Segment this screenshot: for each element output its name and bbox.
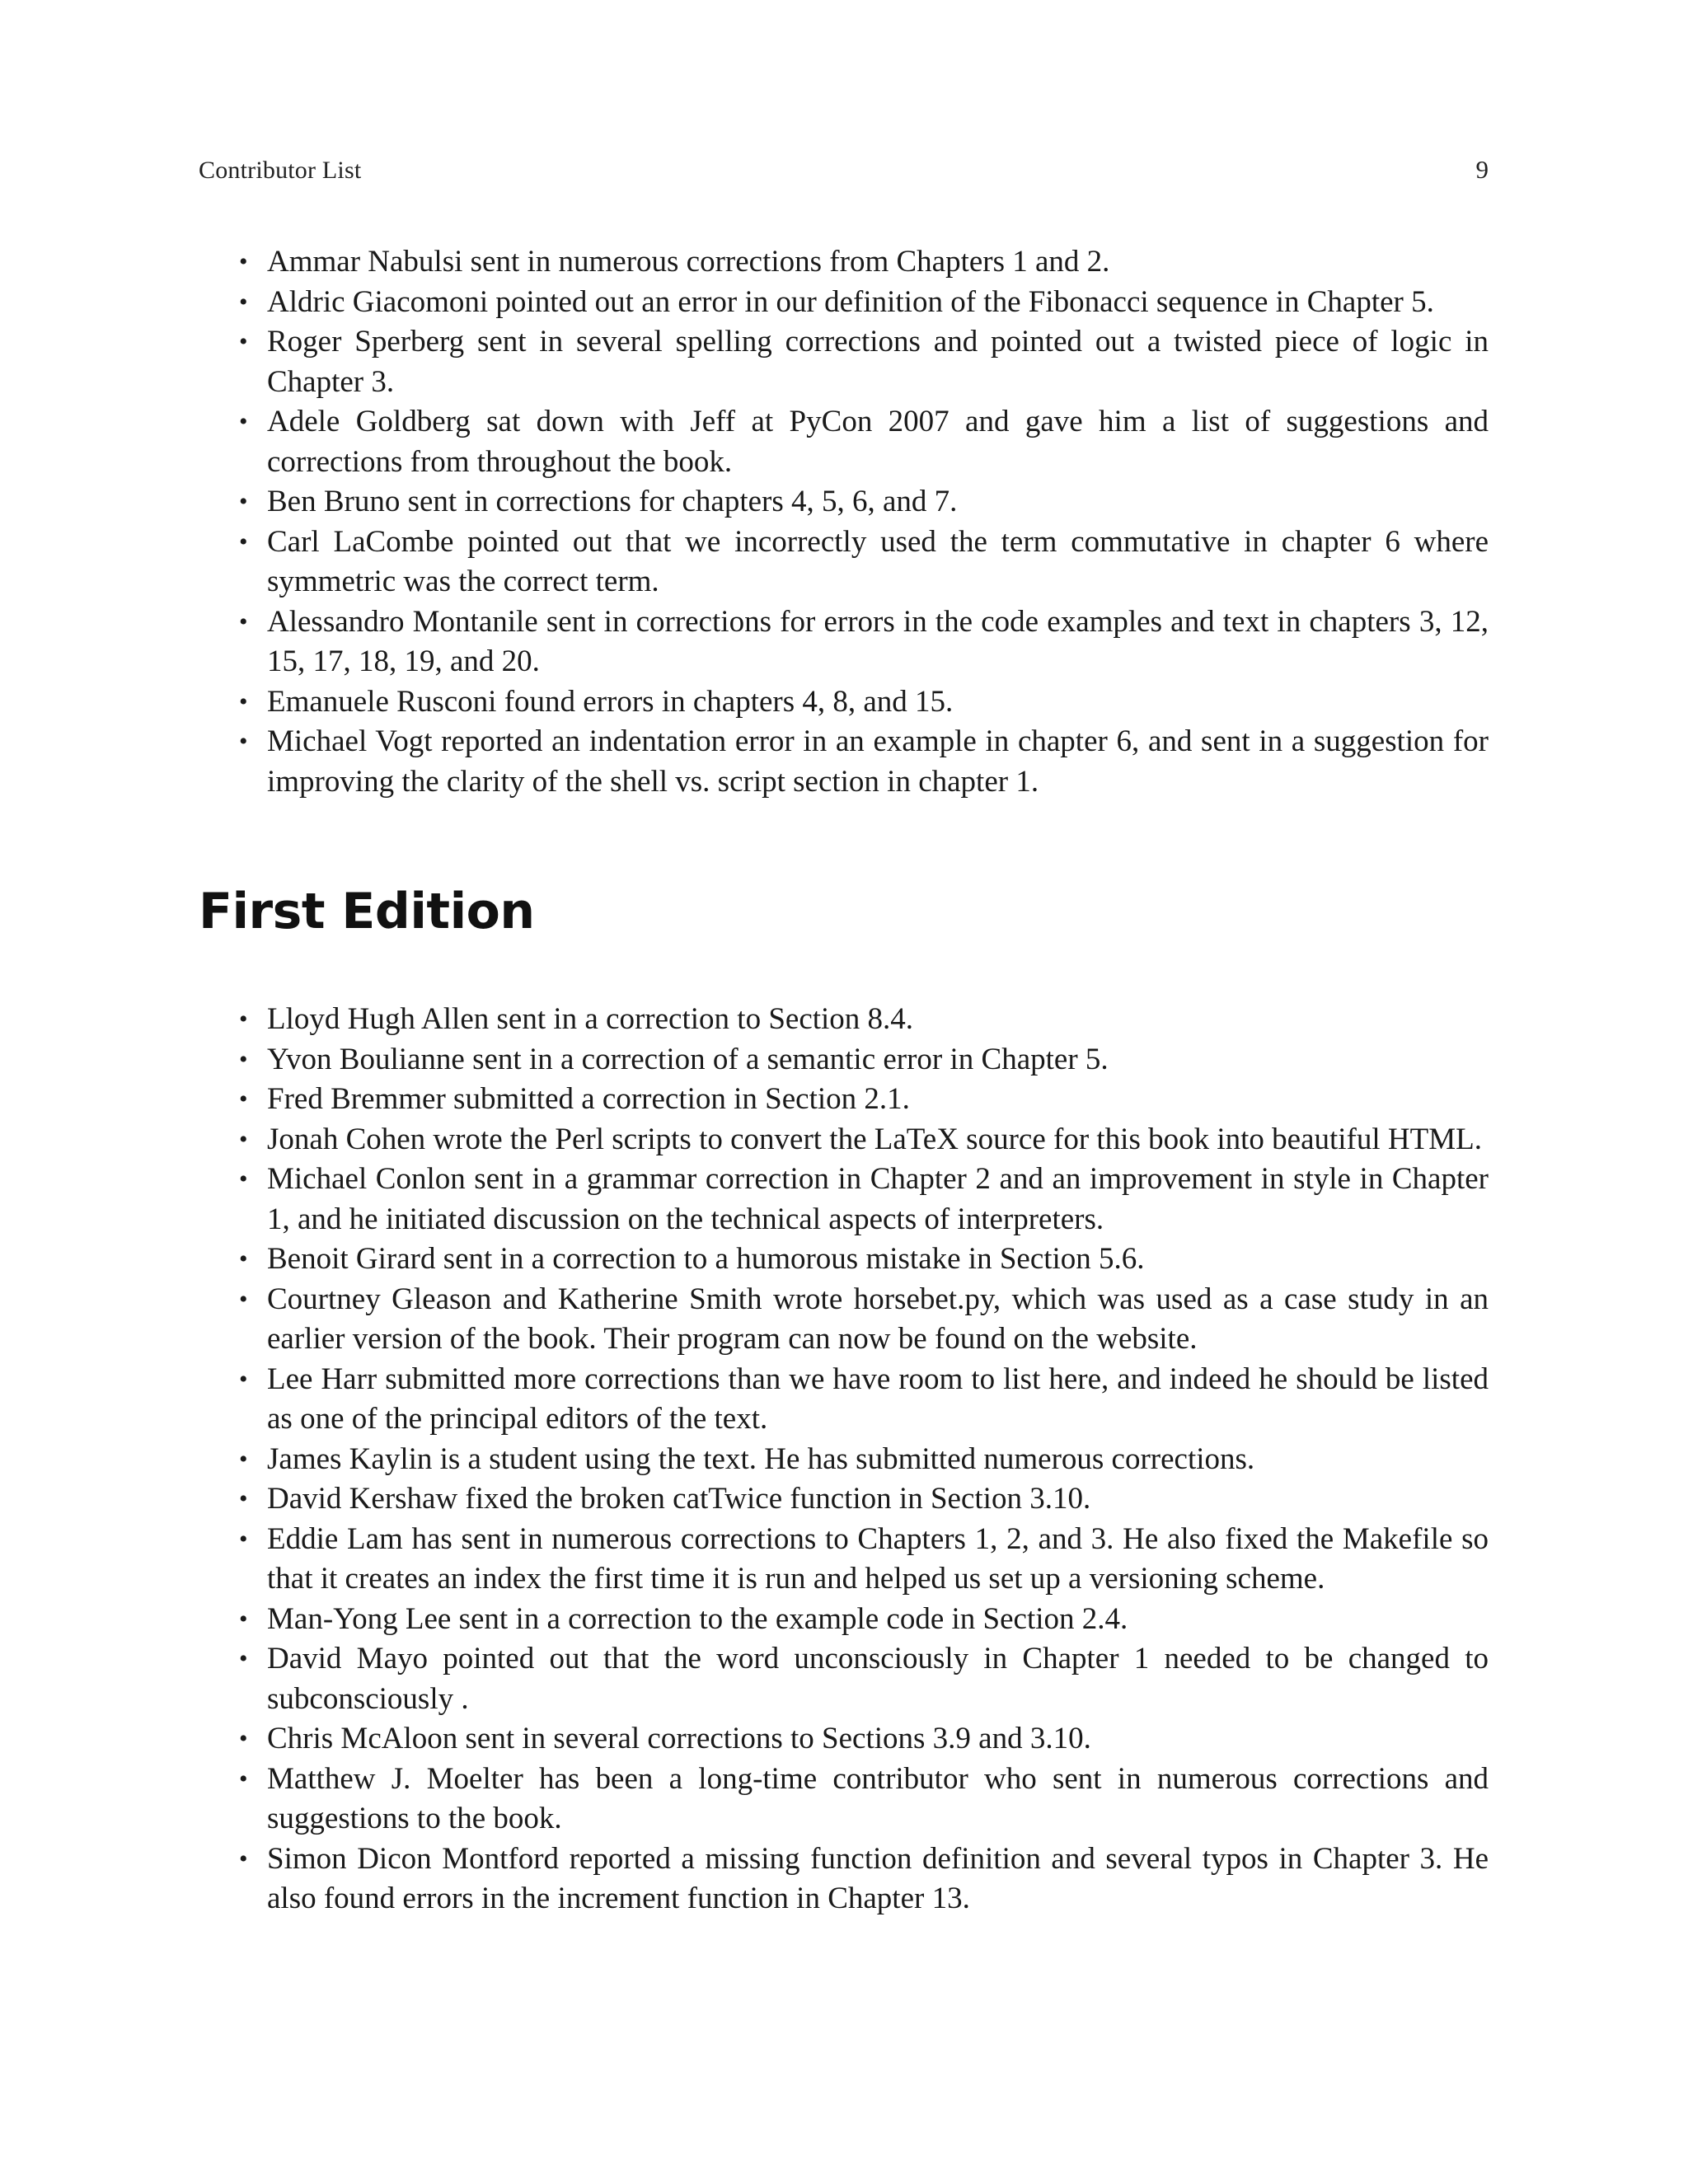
list-item [239, 1240, 1489, 1280]
bullet-icon: • [239, 1645, 248, 1672]
list-item [239, 283, 1489, 323]
list-item [239, 1760, 1489, 1840]
list-item [239, 682, 1489, 723]
list-item-text: Michael Conlon sent in a grammar correction in Chapter 2 and an improvement in style in Chapter 1, and he initiated discussion on the technical aspects of interpreters. [267, 1162, 1489, 1236]
bullet-icon: • [239, 728, 248, 755]
contributor-list-first-edition [239, 1000, 1489, 1919]
list-item [239, 322, 1489, 402]
list-item [239, 402, 1489, 482]
list-item-text: Man-Yong Lee sent in a correction to the example code in Section 2.4. [267, 1601, 1128, 1636]
list-item-text: Alessandro Montanile sent in corrections for errors in the code examples and text in chapters 3, 12, 15, 17, 18, 19, and 20. [267, 604, 1489, 678]
list-item-text: Michael Vogt reported an indentation error in an example in chapter 6, and sent in a suggestion for improving the clarity of the shell vs. script section in chapter 1. [267, 724, 1489, 799]
running-header [199, 155, 1489, 185]
list-item-text: Ammar Nabulsi sent in numerous corrections from Chapters 1 and 2. [267, 245, 1110, 279]
bullet-icon: • [239, 1765, 248, 1793]
list-item-text: Ben Bruno sent in corrections for chapters 4, 5, 6, and 7. [267, 485, 958, 518]
bullet-icon: • [239, 408, 248, 435]
list-item [239, 1600, 1489, 1640]
list-item [239, 1520, 1489, 1600]
list-item-text: Yvon Boulianne sent in a correction of a semantic error in Chapter 5. [267, 1042, 1109, 1076]
running-header-title: Contributor List [199, 157, 362, 184]
page-number: 9 [1475, 155, 1489, 184]
list-item-text: David Mayo pointed out that the word unconsciously in Chapter 1 needed to be changed to subconsciously . [267, 1642, 1489, 1716]
list-item-text: Lee Harr submitted more corrections than we have room to list here, and indeed he should be listed as one of the principal editors of the text. [267, 1361, 1489, 1436]
list-item-text: Jonah Cohen wrote the Perl scripts to convert the LaTeX source for this book into beautiful HTML. [267, 1122, 1482, 1156]
bullet-icon: • [239, 328, 248, 355]
list-item [239, 482, 1489, 523]
list-item-text: Emanuele Rusconi found errors in chapters 4, 8, and 15. [267, 684, 954, 719]
bullet-icon: • [239, 1045, 248, 1073]
list-item-text: Eddie Lam has sent in numerous corrections to Chapters 1, 2, and 3. He also fixed the Makefile so that it creates an index the first time it is run and helped us set up a versioning scheme. [267, 1521, 1489, 1596]
list-item-text: Roger Sperberg sent in several spelling corrections and pointed out a twisted piece of logic in Chapter 3. [267, 325, 1489, 399]
bullet-icon: • [239, 1245, 248, 1272]
list-item [239, 1440, 1489, 1480]
contributor-list-second-edition [239, 242, 1489, 802]
list-item-text: Courtney Gleason and Katherine Smith wrote horsebet.py, which was used as a case study in an earlier version of the book. Their program can now be found on the website. [267, 1282, 1489, 1356]
bullet-icon: • [239, 1125, 248, 1153]
bullet-icon: • [239, 1844, 248, 1872]
list-item [239, 1479, 1489, 1520]
list-item [239, 1360, 1489, 1440]
bullet-icon: • [239, 1525, 248, 1553]
list-item [239, 1280, 1489, 1360]
bullet-icon: • [239, 488, 248, 515]
bullet-icon: • [239, 687, 248, 715]
list-item-text: Aldric Giacomoni pointed out an error in our definition of the Fibonacci sequence in Chapter 5. [267, 284, 1434, 319]
bullet-icon: • [239, 1285, 248, 1313]
list-item [239, 1840, 1489, 1919]
list-item [239, 523, 1489, 602]
section-heading-first-edition: First Edition [199, 883, 535, 940]
list-item-text: Lloyd Hugh Allen sent in a correction to Section 8.4. [267, 1002, 914, 1036]
list-item-text: Fred Bremmer submitted a correction in Section 2.1. [267, 1082, 910, 1116]
list-item-text: James Kaylin is a student using the text. He has submitted numerous corrections. [267, 1441, 1255, 1476]
list-item [239, 1000, 1489, 1040]
bullet-icon: • [239, 288, 248, 316]
bullet-icon: • [239, 1085, 248, 1113]
list-item-text: Simon Dicon Montford reported a missing function definition and several typos in Chapter 3. He also found errors in the increment function in Chapter 13. [267, 1841, 1489, 1915]
bullet-icon: • [239, 248, 248, 275]
bullet-icon: • [239, 1365, 248, 1393]
list-item [239, 1639, 1489, 1719]
bullet-icon: • [239, 1005, 248, 1033]
list-item [239, 602, 1489, 682]
list-item [239, 1120, 1489, 1160]
bullet-icon: • [239, 1605, 248, 1633]
bullet-icon: • [239, 607, 248, 635]
list-item [239, 1160, 1489, 1240]
bullet-icon: • [239, 1725, 248, 1752]
bullet-icon: • [239, 1445, 248, 1473]
bullet-icon: • [239, 527, 248, 555]
list-item-text: Benoit Girard sent in a correction to a humorous mistake in Section 5.6. [267, 1242, 1145, 1276]
list-item [239, 242, 1489, 283]
list-item-text: Carl LaCombe pointed out that we incorrectly used the term commutative in chapter 6 where symmetric was the correct term. [267, 524, 1489, 598]
list-item [239, 1040, 1489, 1080]
bullet-icon: • [239, 1165, 248, 1193]
list-item [239, 722, 1489, 802]
list-item-text: David Kershaw fixed the broken catTwice function in Section 3.10. [267, 1482, 1091, 1516]
list-item-text: Adele Goldberg sat down with Jeff at PyCon 2007 and gave him a list of suggestions and corrections from throughout the book. [267, 405, 1489, 479]
list-item-text: Chris McAloon sent in several corrections to Sections 3.9 and 3.10. [267, 1722, 1091, 1755]
list-item [239, 1080, 1489, 1120]
list-item-text: Matthew J. Moelter has been a long-time contributor who sent in numerous corrections and suggestions to the book. [267, 1761, 1489, 1835]
bullet-icon: • [239, 1485, 248, 1512]
list-item [239, 1719, 1489, 1760]
